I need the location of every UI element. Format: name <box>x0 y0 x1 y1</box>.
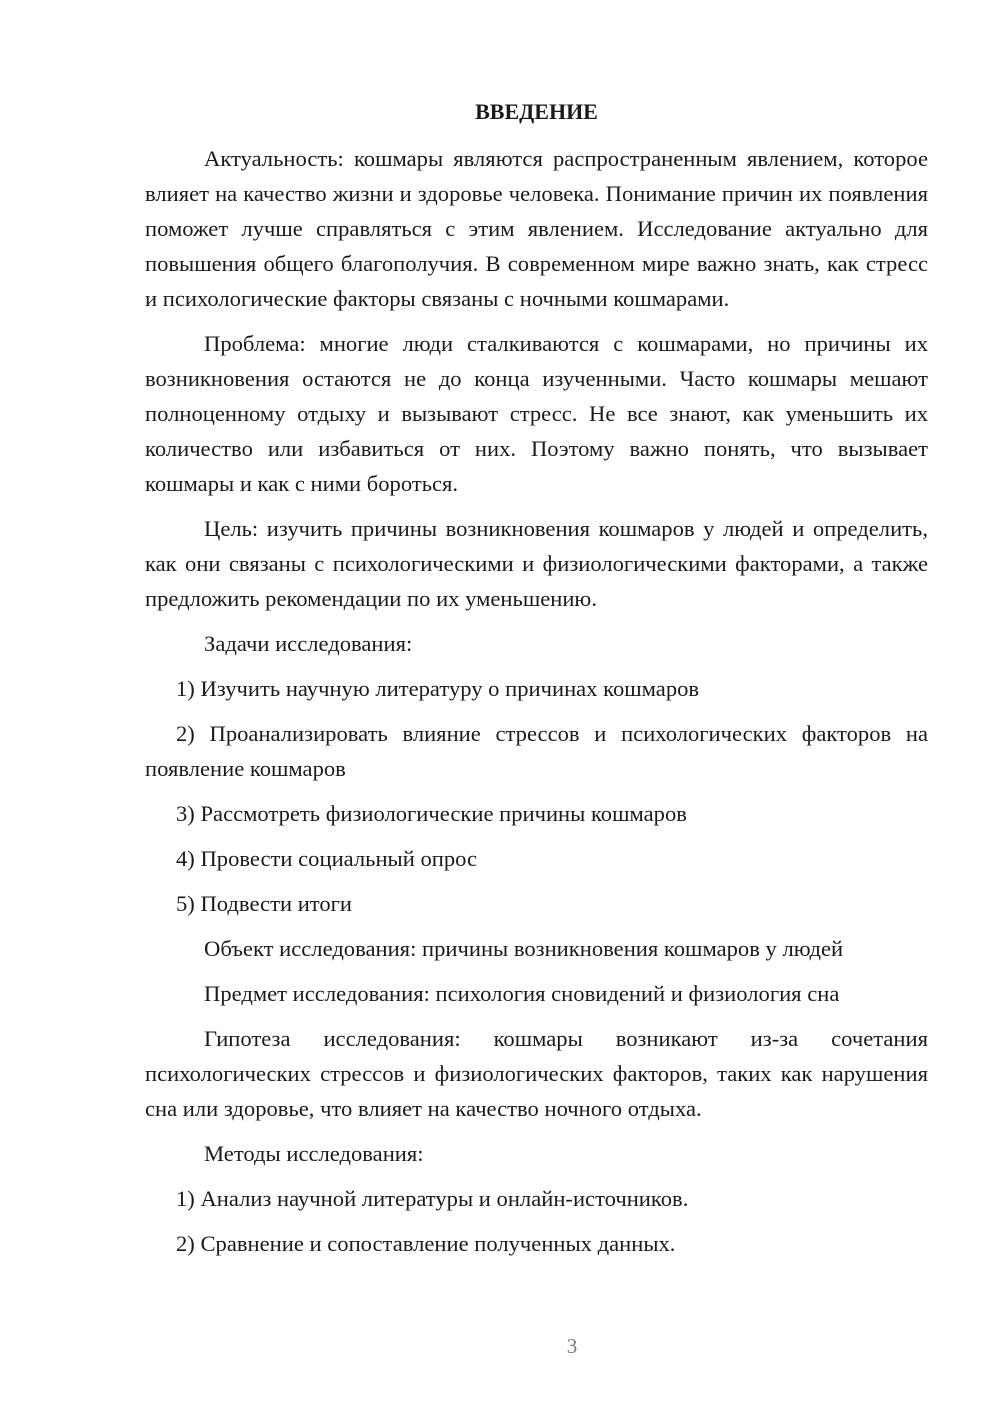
methods-title: Методы исследования: <box>204 1141 424 1166</box>
problem-paragraph: Проблема: многие люди сталкиваются с кошмарами, но причины их возникновения остаются не до конца изученными. Часто кошмары мешают полноценному отдыху и вызывают стресс. Не все знают, как уменьшить их количество или избавиться от них. Поэтому важно понять, что вызывает кошмары и как с ними бороться. <box>145 331 928 496</box>
method-item: 2) Сравнение и сопоставление полученных данных. <box>176 1231 676 1256</box>
goal-paragraph: Цель: изучить причины возникновения кошмаров у людей и определить, как они связаны с психологическими и физиологическими факторами, а также предложить рекомендации по их уменьшению. <box>145 516 928 611</box>
task-item: 4) Провести социальный опрос <box>176 846 478 871</box>
subject-line: Предмет исследования: психология сновидений и физиология сна <box>204 981 840 1006</box>
task-item: 5) Подвести итоги <box>176 891 353 916</box>
task-item: 1) Изучить научную литературу о причинах кошмаров <box>176 676 700 701</box>
hypothesis-paragraph: Гипотеза исследования: кошмары возникают из-за сочетания психологических стрессов и физиологических факторов, таких как нарушения сна или здоровье, что влияет на качество ночного отдыха. <box>145 1026 928 1121</box>
relevance-paragraph: Актуальность: кошмары являются распространенным явлением, которое влияет на качество жизни и здоровье человека. Понимание причин их появления поможет лучше справляться с этим явлением. Исследование актуально для повышения общего благополучия. В современном мире важно знать, как стресс и психологические факторы связаны с ночными кошмарами. <box>145 146 928 311</box>
page-content <box>145 94 928 1271</box>
page-number: 3 <box>566 1334 578 1358</box>
section-heading: ВВЕДЕНИЕ <box>475 99 598 124</box>
tasks-title: Задачи исследования: <box>204 631 413 656</box>
task-item: 3) Рассмотреть физиологические причины кошмаров <box>176 801 687 826</box>
task-item: 2) Проанализировать влияние стрессов и психологических факторов на появление кошмаров <box>145 721 928 781</box>
method-item: 1) Анализ научной литературы и онлайн-источников. <box>176 1186 689 1211</box>
object-line: Объект исследования: причины возникновения кошмаров у людей <box>204 936 844 961</box>
